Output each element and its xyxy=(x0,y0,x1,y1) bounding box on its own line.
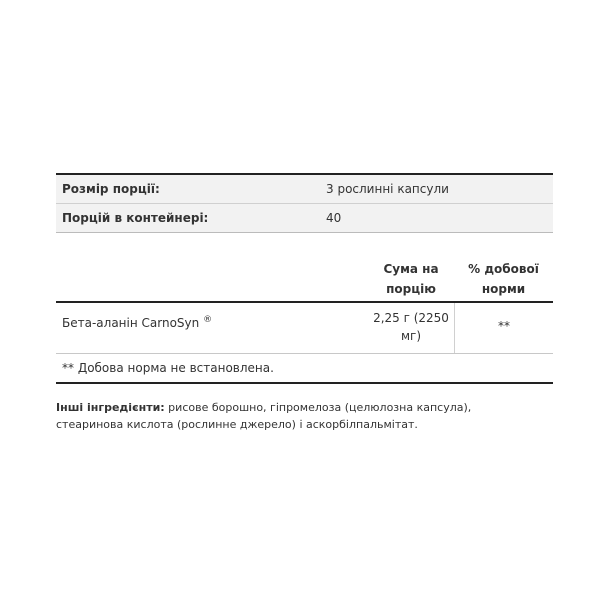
servings-per-container-value: 40 xyxy=(320,204,553,233)
servings-per-container-label: Порцій в контейнері: xyxy=(56,204,320,233)
ingredient-amount-line2: мг) xyxy=(400,329,422,343)
header-name-cell xyxy=(56,257,368,301)
serving-size-label: Розмір порції: xyxy=(56,174,320,204)
ingredient-amount xyxy=(368,303,454,353)
header-amount-per-serving xyxy=(368,257,454,301)
registered-mark: ® xyxy=(203,315,213,325)
other-ingredients-text: рисове борошно, гіпромелоза (целюлозна капсула), стеаринова кислота (рослинне джерело) і аскорбілпальмітат. xyxy=(56,401,472,431)
serving-info-table xyxy=(56,173,553,233)
ingredient-name: Бета-аланін CarnoSyn xyxy=(62,316,200,330)
header-daily-value xyxy=(454,257,553,301)
other-ingredients-label: Інші інгредієнти: xyxy=(56,401,165,414)
ingredient-name-cell xyxy=(56,303,368,353)
ingredient-row xyxy=(56,303,553,354)
serving-size-value: 3 рослинні капсули xyxy=(320,174,553,204)
servings-per-container-row xyxy=(56,204,553,233)
supplement-facts-panel xyxy=(56,173,553,384)
other-ingredients xyxy=(56,399,516,433)
header-amount-line2: порцію xyxy=(386,282,436,296)
ingredient-amount-line1: 2,25 г (2250 xyxy=(373,311,449,325)
header-dv-line1: % добової xyxy=(468,262,539,276)
header-amount-line1: Сума на xyxy=(383,262,439,276)
footnote: ** Добова норма не встановлена. xyxy=(56,354,553,384)
table-header-row xyxy=(56,257,553,303)
header-dv-line2: норми xyxy=(481,282,526,296)
serving-size-row xyxy=(56,174,553,204)
ingredient-daily-value: ** xyxy=(454,303,553,353)
